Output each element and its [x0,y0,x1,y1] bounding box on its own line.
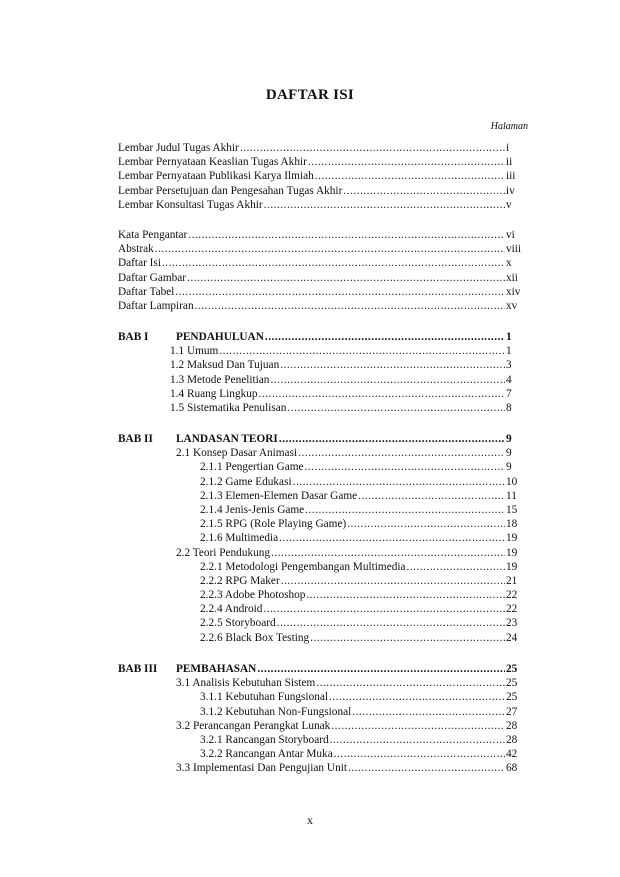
toc-entry[interactable] [118,155,528,169]
toc-entry-page: 19 [506,532,518,545]
dot-leader [259,387,505,401]
toc-entry-page: 23 [506,617,518,630]
toc-entry[interactable] [118,546,528,560]
chapter-2-block [118,432,528,645]
toc-entry[interactable] [118,460,528,474]
toc-entry[interactable] [118,373,528,387]
dot-leader [279,432,505,446]
dot-leader [187,271,505,285]
dot-leader [343,184,505,198]
toc-entry-page: 11 [506,489,517,502]
toc-entry-label: 2.2.1 Metodologi Pengembangan Multimedia [200,560,406,573]
dot-leader [188,228,505,242]
dot-leader [310,631,505,645]
toc-entry[interactable] [118,676,528,690]
dot-leader [263,602,505,616]
toc-entry-label: Daftar Isi [118,257,161,270]
toc-entry-page: iii [506,170,516,183]
toc-entry-label: 2.2 Teori Pendukung [176,546,271,559]
chapter-1-block [118,330,528,415]
dot-leader [308,155,505,169]
chapter-heading[interactable] [118,330,528,344]
toc-entry-label: 2.1.5 RPG (Role Playing Game) [200,518,347,531]
toc-entry[interactable] [118,705,528,719]
toc-entry[interactable] [118,299,528,313]
toc-entry-page: vi [506,229,515,241]
toc-entry[interactable] [118,344,528,358]
chapter-heading[interactable] [118,432,528,446]
halaman-label: Halaman [490,121,528,132]
dot-leader [277,616,505,630]
dot-leader [306,588,505,602]
dot-leader [175,285,505,299]
toc-entry-label: Daftar Tabel [118,285,175,298]
toc-entry-label: 2.1.1 Pengertian Game [200,461,304,474]
dot-leader [316,676,505,690]
toc-entry-label: 1.2 Maksud Dan Tujuan [170,359,280,372]
dot-leader [330,733,505,747]
front-matter-group-1 [118,141,528,212]
toc-entry-label: 2.1.2 Game Edukasi [200,475,292,488]
toc-entry[interactable] [118,446,528,460]
toc-entry-label: 2.1.3 Elemen-Elemen Dasar Game [200,489,358,502]
dot-leader [334,747,505,761]
toc-entry-page: 8 [506,401,512,414]
toc-entry[interactable] [118,517,528,531]
toc-entry-page: 27 [506,705,518,718]
toc-entry-label: Lembar Konsultasi Tugas Akhir [118,198,263,211]
chapter-page: 25 [506,663,518,675]
toc-entry-label: 2.2.6 Black Box Testing [200,631,310,644]
toc-entry-page: ii [506,156,513,169]
toc-entry-page: 25 [506,691,518,704]
toc-entry[interactable] [118,198,528,212]
dot-leader [271,546,505,560]
dot-leader [279,531,505,545]
dot-leader [281,574,505,588]
dot-leader [265,330,505,344]
toc-entry-page: 24 [506,631,518,644]
toc-entry-page: xv [506,299,518,312]
toc-entry[interactable] [118,602,528,616]
dot-leader [162,256,505,270]
toc-entry-label: Lembar Persetujuan dan Pengesahan Tugas Akhir [118,184,343,197]
toc-entry-page: 21 [506,574,518,587]
toc-entry-label: Lembar Pernyataan Publikasi Karya Ilmiah [118,170,314,183]
toc-entry-page: 3 [506,359,512,372]
toc-entry-page: 22 [506,603,518,616]
toc-entry-page: iv [506,184,515,197]
toc-entry[interactable] [118,588,528,602]
dot-leader [219,344,505,358]
toc-entry[interactable] [118,228,528,242]
toc-entry-label: Daftar Gambar [118,271,187,284]
toc-entry-label: 2.1.4 Jenis-Jenis Game [200,503,305,516]
toc-entry[interactable] [118,401,528,415]
toc-entry-label: Abstrak [118,243,154,256]
dot-leader [195,299,505,313]
chapter-3-block [118,662,528,776]
toc-entry-label: 3.1.2 Kebutuhan Non-Fungsional [200,705,352,718]
toc-entry-page: xiv [506,285,521,298]
toc-entry-page: 7 [506,387,512,400]
toc-entry-label: 2.2.2 RPG Maker [200,574,280,587]
toc-entry[interactable] [118,256,528,270]
toc-entry[interactable] [118,489,528,503]
toc-entry-page: v [506,198,512,211]
toc-entry[interactable] [118,169,528,183]
front-matter-group-2 [118,228,528,313]
toc-entry-label: 3.2 Perancangan Perangkat Lunak [176,719,331,732]
chapter-code: BAB II [118,433,153,445]
toc-entry-label: 2.1 Konsep Dasar Animasi [176,447,298,460]
toc-entry-page: 4 [506,373,512,386]
toc-entry-page: 42 [506,748,518,761]
chapter-title: PEMBAHASAN [176,663,257,675]
dot-leader [347,517,505,531]
toc-entry[interactable] [118,184,528,198]
toc-entry[interactable] [118,358,528,372]
toc-entry-page: xii [506,271,518,284]
toc-entry-label: Kata Pengantar [118,229,188,241]
dot-leader [305,460,505,474]
toc-entry[interactable] [118,503,528,517]
toc-entry-label: Lembar Pernyataan Keaslian Tugas Akhir [118,156,307,169]
toc-entry-page: 28 [506,733,518,746]
toc-entry-page: 68 [506,762,518,775]
dot-leader [298,446,505,460]
dot-leader [348,761,505,775]
toc-entry[interactable] [118,242,528,256]
toc-entry-label: 3.3 Implementasi Dan Pengujian Unit [176,762,347,775]
toc-entry-page: 22 [506,589,518,602]
chapter-title: LANDASAN TEORI [176,433,278,445]
toc-entry-label: 2.2.3 Adobe Photoshop [200,589,306,602]
page-number: x [307,813,313,827]
toc-entry-page: x [506,257,512,270]
toc-entry-label: 1.5 Sistematika Penulisan [170,401,287,414]
toc-entry[interactable] [118,475,528,489]
toc-entry[interactable] [118,387,528,401]
chapter-page: 1 [506,331,512,343]
toc-entry-label: 3.2.1 Rancangan Storyboard [200,733,329,746]
toc-entry-page: 9 [506,447,512,460]
dot-leader [270,373,505,387]
toc-entry[interactable] [118,733,528,747]
toc-entry-label: 2.1.6 Multimedia [200,532,279,545]
toc-entry-label: 1.1 Umum [170,345,219,358]
toc-entry[interactable] [118,747,528,761]
toc-entry-page: i [506,142,510,154]
toc-entry[interactable] [118,560,528,574]
toc-entry-page: 1 [506,345,512,358]
toc-entry-label: Daftar Lampiran [118,299,194,312]
chapter-title: PENDAHULUAN [176,331,264,343]
toc-entry-label: 2.2.5 Storyboard [200,617,276,630]
toc-entry-page: 10 [506,475,518,488]
toc-entry[interactable] [118,631,528,645]
toc-entry-page: 19 [506,560,518,573]
dot-leader [329,690,505,704]
toc-entry-page: 18 [506,518,518,531]
dot-leader [407,560,505,574]
toc-entry-page: 9 [506,461,512,474]
toc-entry[interactable] [118,690,528,704]
dot-leader [331,719,505,733]
chapter-heading[interactable] [118,662,528,676]
chapter-code: BAB III [118,663,158,675]
chapter-page: 9 [506,433,512,445]
chapter-code: BAB I [118,331,149,343]
dot-leader [352,705,505,719]
dot-leader [280,358,505,372]
dot-leader [305,503,505,517]
toc-entry-label: 3.1.1 Kebutuhan Fungsional [200,691,329,704]
toc-entry[interactable] [118,719,528,733]
toc-entry-page: viii [506,243,522,256]
toc-entry-label: Lembar Judul Tugas Akhir [118,142,239,154]
toc-entry[interactable] [118,574,528,588]
toc-entry[interactable] [118,761,528,775]
toc-entry-page: 25 [506,677,518,690]
toc-entry-page: 19 [506,546,518,559]
dot-leader [240,141,505,155]
toc-entry[interactable] [118,531,528,545]
toc-entry[interactable] [118,616,528,630]
toc-entry-label: 1.4 Ruang Lingkup [170,387,258,400]
toc-entry-label: 2.2.4 Android [200,603,263,616]
dot-leader [287,401,505,415]
toc-entry-label: 3.2.2 Rancangan Antar Muka [200,748,333,761]
toc-entry[interactable] [118,141,528,155]
dot-leader [293,475,505,489]
dot-leader [257,662,505,676]
page-title: DAFTAR ISI [265,87,355,103]
toc-entry-label: 1.3 Metode Penelitian [170,373,270,386]
toc-entry-page: 28 [506,719,518,732]
toc-entry[interactable] [118,285,528,299]
dot-leader [155,242,505,256]
dot-leader [358,489,505,503]
toc-entry-page: 15 [506,503,518,516]
dot-leader [315,169,505,183]
dot-leader [264,198,505,212]
toc-entry-label: 3.1 Analisis Kebutuhan Sistem [176,677,316,690]
toc-entry[interactable] [118,271,528,285]
